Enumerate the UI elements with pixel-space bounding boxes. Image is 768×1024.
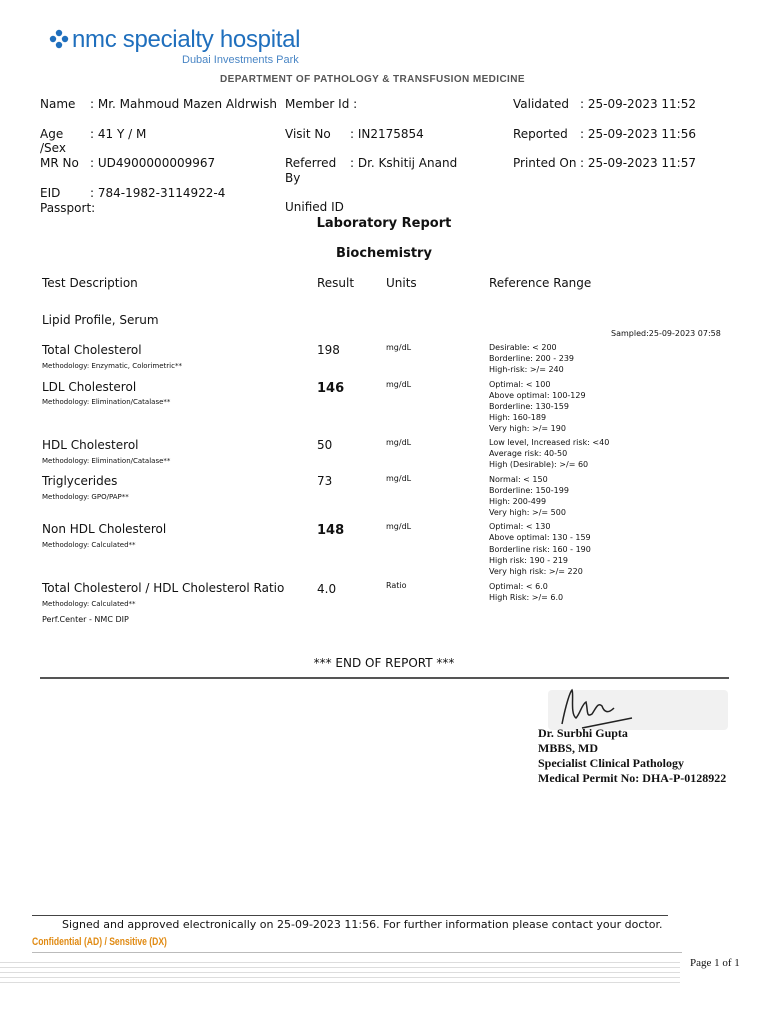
ref-line: High Risk: >/= 6.0 [489,593,564,602]
test-name: Non HDL Cholesterol [42,522,167,536]
test-unit: mg/dL [386,522,412,531]
brand-subtitle: Dubai Investments Park [182,54,299,66]
ref-line: Low level, Increased risk: <40 [489,438,610,447]
hospital-logo [48,26,308,72]
unified-id-label: Unified ID [285,200,344,214]
sampled-time: Sampled:25-09-2023 07:58 [611,329,721,338]
department-title: DEPARTMENT OF PATHOLOGY & TRANSFUSION MEDICINE [220,74,525,85]
test-unit: mg/dL [386,343,412,352]
ref-line: High risk: 190 - 219 [489,556,568,565]
test-unit: mg/dL [386,380,412,389]
ref-line: Above optimal: 130 - 159 [489,533,591,542]
page-number: Page 1 of 1 [690,957,740,969]
name-label: Name [40,97,76,111]
test-method: Methodology: Enzymatic, Colorimetric** [42,362,182,370]
mrno-value: : UD4900000009967 [90,156,216,170]
test-result-flagged: 148 [317,523,345,538]
ref-line: High: 200-499 [489,497,547,506]
test-result: 50 [317,438,333,452]
signature-image [552,684,642,732]
test-name: Triglycerides [42,474,118,488]
confidential-label: Confidential (AD) / Sensitive (DX) [32,936,167,948]
test-method: Methodology: Calculated** [42,541,136,549]
col-result: Result [317,276,355,290]
reported-value: : 25-09-2023 11:56 [580,127,696,141]
validated-value: : 25-09-2023 11:52 [580,97,696,111]
signatory-title: Specialist Clinical Pathology [538,756,685,770]
footer-rule [32,952,682,953]
ref-line: Optimal: < 6.0 [489,582,548,591]
footer-divider [32,915,668,916]
visit-label: Visit No [285,127,331,141]
visit-value: : IN2175854 [350,127,424,141]
test-method: Methodology: Elimination/Catalase** [42,398,171,406]
ref-line: High: 160-189 [489,413,547,422]
referred-label-by: By [285,171,301,185]
col-test-description: Test Description [42,276,138,290]
ref-line: Borderline: 130-159 [489,402,569,411]
mrno-label: MR No [40,156,79,170]
passport-label: Passport: [40,201,96,215]
signatory-block [538,726,726,786]
test-unit: Ratio [386,581,407,590]
section-title: Biochemistry [336,246,432,261]
name-value: : Mr. Mahmoud Mazen Aldrwish [90,97,277,111]
test-group-title: Lipid Profile, Serum [42,313,159,327]
end-of-report: *** END OF REPORT *** [313,656,455,670]
test-result: 4.0 [317,582,337,596]
footer-note: Signed and approved electronically on 25-09-2023 11:56. For further information please contact your doctor. [62,918,663,931]
validated-label: Validated [513,97,569,111]
test-method: Methodology: Calculated** [42,600,136,608]
report-title: Laboratory Report [316,216,452,231]
col-units: Units [386,276,417,290]
footer-address-block [0,958,680,984]
eid-label: EID [40,186,61,200]
ref-line: Borderline: 150-199 [489,486,569,495]
ref-line: Optimal: < 130 [489,522,551,531]
logo-flower-icon [48,28,70,50]
ref-line: Desirable: < 200 [489,343,557,352]
referred-label: Referred [285,156,337,170]
member-id-label: Member Id : [285,97,358,111]
ref-line: High (Desirable): >/= 60 [489,460,589,469]
test-result: 198 [317,343,340,357]
ref-line: Average risk: 40-50 [489,449,568,458]
ref-line: Very high risk: >/= 220 [489,567,583,576]
ref-line: Above optimal: 100-129 [489,391,586,400]
test-result-flagged: 146 [317,381,345,396]
test-unit: mg/dL [386,474,412,483]
test-unit: mg/dL [386,438,412,447]
test-name: HDL Cholesterol [42,438,139,452]
test-name: Total Cholesterol [42,343,142,357]
col-reference-range: Reference Range [489,276,592,290]
ref-line: Very high: >/= 190 [489,424,566,433]
brand-name: nmc specialty hospital [72,26,301,53]
test-method: Methodology: Elimination/Catalase** [42,457,171,465]
ref-line: Borderline risk: 160 - 190 [489,545,591,554]
age-label: Age [40,127,64,141]
test-result: 73 [317,474,333,488]
printed-value: : 25-09-2023 11:57 [580,156,696,170]
test-method: Methodology: GPO/PAP** [42,493,129,501]
sex-label: /Sex [40,141,66,155]
perf-center: Perf.Center - NMC DIP [42,615,129,624]
printed-label: Printed On [513,156,577,170]
referred-value: : Dr. Kshitij Anand [350,156,458,170]
ref-line: Borderline: 200 - 239 [489,354,575,363]
reported-label: Reported [513,127,568,141]
test-name: Total Cholesterol / HDL Cholesterol Ratio [42,581,285,595]
eid-value: : 784-1982-3114922-4 [90,186,226,200]
ref-line: Normal: < 150 [489,475,548,484]
signatory-degree: MBBS, MD [538,741,598,755]
signatory-name: Dr. Surbhi Gupta [538,726,628,740]
age-value: : 41 Y / M [90,127,147,141]
signatory-permit: Medical Permit No: DHA-P-0128922 [538,771,727,785]
test-name: LDL Cholesterol [42,380,137,394]
ref-line: Optimal: < 100 [489,380,551,389]
report-divider [40,677,729,679]
ref-line: Very high: >/= 500 [489,508,566,517]
ref-line: High-risk: >/= 240 [489,365,564,374]
